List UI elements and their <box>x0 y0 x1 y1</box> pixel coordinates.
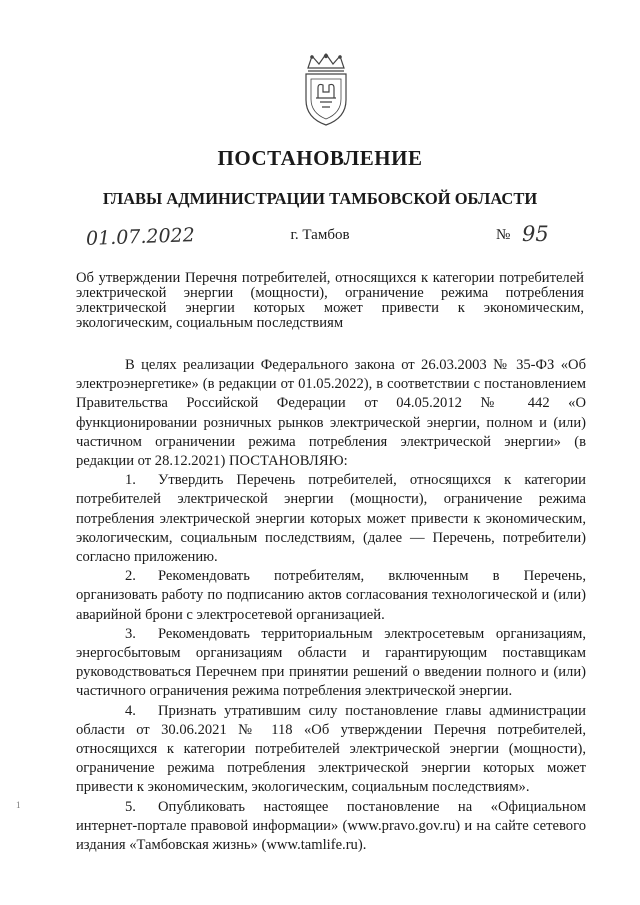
item-text: Признать утратившим силу постановление главы администрации области от 30.06.2021 № 118 «Об утверждении Перечня потребителей, относящихся к категории потребителей электрической энергии (мощности), ограничение режима потребления электрической энергии которых может привести к экономическим, экологическим, социальным последствиям». <box>76 702 586 796</box>
item-number: 5. <box>125 798 136 815</box>
item-text: Опубликовать настоящее постановление на «Официальном интернет-портале правовой информации» (www.pravo.gov.ru) и на сайте сетевого издания «Тамбовская жизнь» (www.tamlife.ru). <box>76 798 586 854</box>
preamble-paragraph: В целях реализации Федерального закона от 26.03.2003 № 35-ФЗ «Об электроэнергетике» (в редакции от 01.05.2022), в соответствии с постановлением Правительства Российской Федерации от 04.05.2012 № 442 «О функционировании розничных рынков электрической энергии, полном и (или) частичном ограничении режима потребления электрической энергии» (в редакции от 28.12.2021) ПОСТАНОВЛЯЮ: <box>76 357 586 470</box>
document-number: 95 <box>522 222 549 246</box>
document-city: г. Тамбов <box>290 227 350 243</box>
document-title: ПОСТАНОВЛЕНИЕ <box>217 146 423 170</box>
item-text: Рекомендовать территориальным электросетевым организациям, энергосбытовым организациям области и гарантирующим поставщикам руководствоваться Перечнем при принятии решений о введении полного и (или) частичного ограничения режима потребления электрической энергии. <box>76 625 586 700</box>
number-label: № <box>496 227 511 243</box>
item-number: 3. <box>125 625 136 642</box>
coat-of-arms-icon <box>296 52 356 128</box>
document-body <box>76 356 586 855</box>
document-subject: Об утверждении Перечня потребителей, относящихся к категории потребителей электрической энергии (мощности), ограничение режима потребления электрической энергии которых может привести к экономическим, экологическим, социальным последствиям <box>76 270 584 331</box>
item-number: 1. <box>125 472 136 489</box>
document-date: 01.07.2022 <box>85 224 196 250</box>
document-subtitle: ГЛАВЫ АДМИНИСТРАЦИИ ТАМБОВСКОЙ ОБЛАСТИ <box>102 189 538 208</box>
list-item <box>76 625 586 702</box>
list-item <box>76 798 586 856</box>
item-text: Утвердить Перечень потребителей, относящихся к категории потребителей электрической энергии (мощности), ограничение режима потребления электрической энергии которых может привести к экономическим, экологическим, социальным последствиям, (далее — Перечень, потребители) согласно приложению. <box>76 472 586 566</box>
margin-mark: 1 <box>16 800 21 810</box>
item-number: 4. <box>125 702 136 719</box>
item-text: Рекомендовать потребителям, включенным в Перечень, организовать работу по подписанию актов согласования технологической и (или) аварийной брони с электросетевой организацией. <box>76 568 586 623</box>
list-item <box>76 471 586 567</box>
list-item <box>76 567 586 625</box>
item-number: 2. <box>125 568 136 585</box>
list-item <box>76 702 586 798</box>
